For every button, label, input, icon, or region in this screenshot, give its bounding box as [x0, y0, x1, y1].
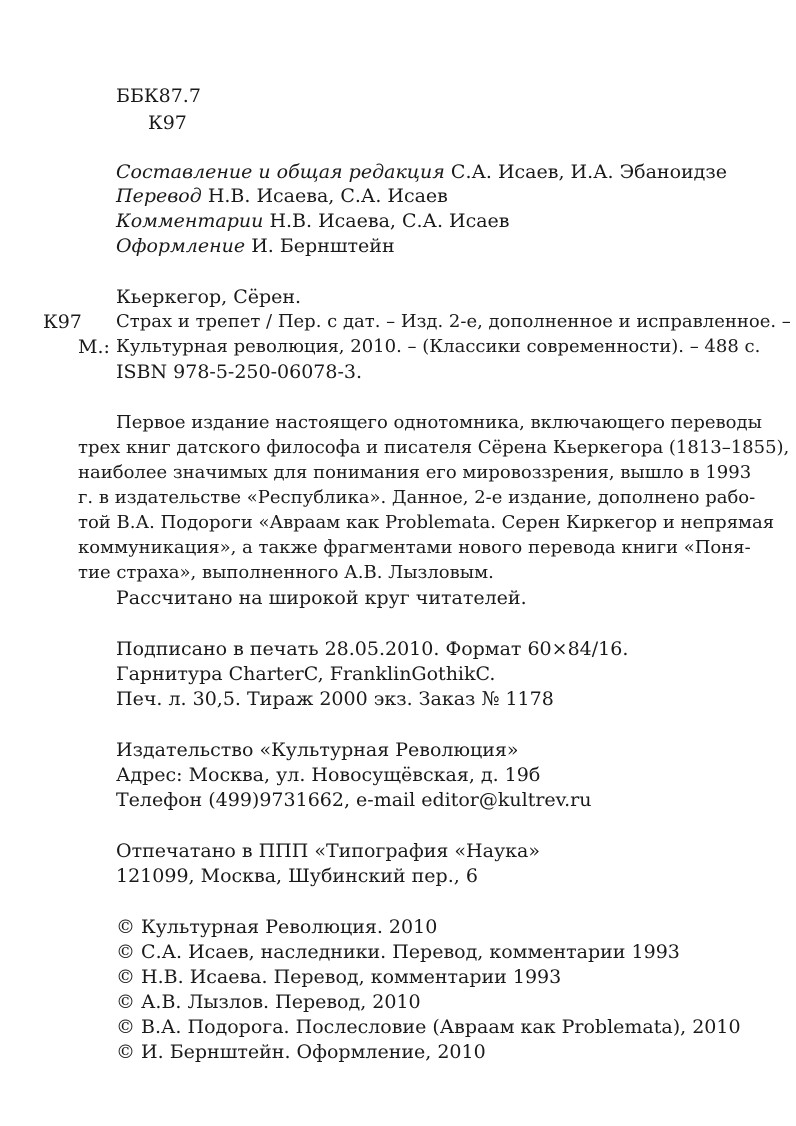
credit-role: Оформление	[116, 235, 246, 257]
biblio-isbn: ISBN 978-5-250-06078-3.	[116, 361, 363, 383]
credit-design	[116, 234, 395, 258]
biblio-author: Кьеркегор, Сёрен.	[116, 286, 302, 308]
bbk-author-mark: К97	[148, 112, 187, 134]
printer-address: 121099, Москва, Шубинский пер., 6	[116, 865, 478, 887]
annotation-line: трех книг датского философа и писателя Сёрена Кьеркегора (1813–1855),	[78, 437, 790, 458]
printer-name: Отпечатано в ППП «Типография «Наука»	[116, 840, 540, 862]
credit-role: Комментарии	[116, 210, 264, 232]
biblio-title: Страх и трепет / Пер. с дат. – Изд. 2-е, дополненное и исправленное. –	[116, 311, 791, 332]
copyright-line: © В.А. Подорога. Послесловие (Авраам как Problemata), 2010	[116, 1016, 741, 1038]
credit-role: Перевод	[116, 185, 202, 207]
annotation-line: тие страха», выполненного А.В. Лызловым.	[78, 562, 494, 583]
annotation-line: той В.А. Подороги «Авраам как Problemata. Серен Киркегор и непрямая	[78, 512, 775, 533]
publisher-contact: Телефон (499)9731662, e-mail editor@kultrev.ru	[116, 789, 592, 811]
biblio-city: М.:	[78, 336, 110, 358]
credit-role: Составление и общая редакция	[116, 161, 445, 183]
credit-names: С.А. Исаев, И.А. Эбаноидзе	[450, 161, 727, 183]
publisher-address: Адрес: Москва, ул. Новосущёвская, д. 19б	[116, 764, 541, 786]
biblio-publisher: Культурная революция, 2010. – (Классики современности). – 488 с.	[116, 336, 761, 357]
print-typeface: Гарнитура CharterC, FranklinGothikC.	[116, 663, 496, 685]
annotation-line: Первое издание настоящего однотомника, включающего переводы	[116, 412, 762, 433]
copyright-line: © Н.В. Исаева. Перевод, комментарии 1993	[116, 966, 562, 988]
copyright-line: © И. Бернштейн. Оформление, 2010	[116, 1041, 486, 1063]
publisher-name: Издательство «Культурная Революция»	[116, 739, 519, 761]
copyright-line: © С.А. Исаев, наследники. Перевод, комментарии 1993	[116, 941, 680, 963]
credit-comments	[116, 209, 510, 233]
credit-names: Н.В. Исаева, С.А. Исаев	[207, 185, 448, 207]
credit-translation	[116, 184, 448, 208]
copyright-line: © А.В. Лызлов. Перевод, 2010	[116, 991, 421, 1013]
print-run: Печ. л. 30,5. Тираж 2000 экз. Заказ № 1178	[116, 688, 554, 710]
annotation-line: коммуникация», а также фрагментами нового перевода книги «Поня-	[78, 537, 751, 558]
copyright-line: © Культурная Революция. 2010	[116, 916, 438, 938]
annotation-audience: Рассчитано на широкой круг читателей.	[116, 587, 527, 609]
annotation-line: г. в издательстве «Республика». Данное, 2-е издание, дополнено рабо-	[78, 487, 756, 508]
biblio-mark: К97	[43, 311, 82, 333]
credit-names: И. Бернштейн	[251, 235, 395, 257]
print-signed: Подписано в печать 28.05.2010. Формат 60×84/16.	[116, 638, 629, 660]
credit-compilation	[116, 160, 727, 184]
annotation-line: наиболее значимых для понимания его мировоззрения, вышло в 1993	[78, 462, 752, 483]
credit-names: Н.В. Исаева, С.А. Исаев	[269, 210, 510, 232]
bbk-code: ББК87.7	[116, 85, 201, 107]
